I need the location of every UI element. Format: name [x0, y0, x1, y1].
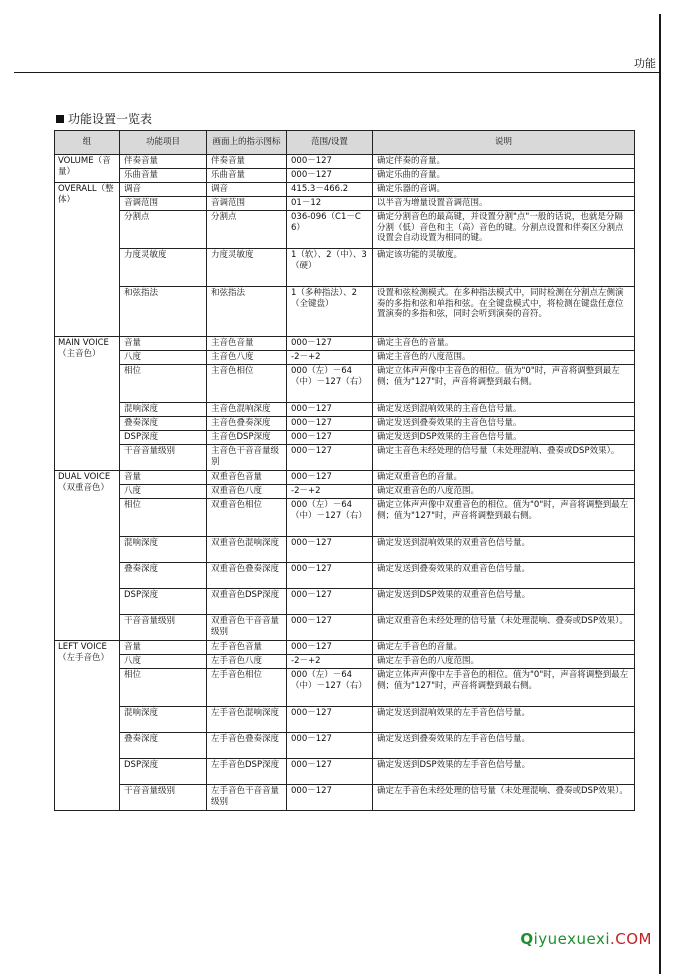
cell-description: 确定发送到混响效果的双重音色信号量。	[373, 537, 635, 563]
table-row	[55, 417, 635, 431]
cell-range: -2－+2	[287, 351, 373, 365]
table-row	[55, 351, 635, 365]
cell-item: 和弦指法	[120, 287, 207, 337]
cell-icon: 双重音色干音音量级别	[207, 615, 287, 641]
cell-description: 确定立体声声像中左手音色的相位。值为"0"时，声音将调整到最左侧；值为"127"时，声音将调整到最右侧。	[373, 669, 635, 707]
cell-icon: 双重音色叠奏深度	[207, 563, 287, 589]
cell-item: 叠奏深度	[120, 563, 207, 589]
cell-icon: 音调范围	[207, 197, 287, 211]
cell-icon: 主音色相位	[207, 365, 287, 403]
cell-item: 相位	[120, 365, 207, 403]
cell-description: 确定主音色未经处理的信号量（未处理混响、叠奏或DSP效果）。	[373, 445, 635, 471]
site-watermark	[520, 930, 652, 948]
cell-icon: 调音	[207, 183, 287, 197]
cell-item: 力度灵敏度	[120, 249, 207, 287]
cell-icon: 左手音色DSP深度	[207, 759, 287, 785]
cell-description: 确定立体声声像中主音色的相位。值为"0"时，声音将调整到最左侧；值为"127"时，声音将调整到最右侧。	[373, 365, 635, 403]
cell-range: 000－127	[287, 733, 373, 759]
cell-icon: 主音色叠奏深度	[207, 417, 287, 431]
cell-icon: 左手音色音量	[207, 641, 287, 655]
cell-item: 乐曲音量	[120, 169, 207, 183]
table-row	[55, 183, 635, 197]
cell-description: 确定乐器的音调。	[373, 183, 635, 197]
watermark-name: iyuexuexi	[533, 930, 610, 948]
cell-item: 伴奏音量	[120, 155, 207, 169]
cell-icon: 左手音色叠奏深度	[207, 733, 287, 759]
cell-range: 000－127	[287, 707, 373, 733]
table-row	[55, 785, 635, 811]
cell-range: 1（软）、2（中）、3（硬）	[287, 249, 373, 287]
table-row	[55, 655, 635, 669]
cell-icon: 双重音色八度	[207, 485, 287, 499]
cell-description: 确定发送到混响效果的主音色信号量。	[373, 403, 635, 417]
table-row	[55, 211, 635, 249]
cell-icon: 双重音色相位	[207, 499, 287, 537]
table-row	[55, 499, 635, 537]
table-row	[55, 403, 635, 417]
cell-range: 000－127	[287, 169, 373, 183]
cell-range: 000－127	[287, 537, 373, 563]
cell-item: 混响深度	[120, 537, 207, 563]
cell-description: 确定发送到叠奏效果的左手音色信号量。	[373, 733, 635, 759]
header-description: 说明	[373, 131, 635, 155]
cell-range: 000－127	[287, 641, 373, 655]
cell-icon: 主音色DSP深度	[207, 431, 287, 445]
cell-icon: 左手音色干音音量级别	[207, 785, 287, 811]
cell-item: 叠奏深度	[120, 417, 207, 431]
table-row	[55, 155, 635, 169]
cell-description: 确定立体声声像中双重音色的相位。值为"0"时，声音将调整到最左侧；值为"127"时，声音将调整到最右侧。	[373, 499, 635, 537]
cell-item: 干音音量级别	[120, 785, 207, 811]
watermark-domain: .COM	[610, 930, 652, 948]
header-rule	[14, 72, 659, 73]
cell-range: 000－127	[287, 589, 373, 615]
cell-description: 确定主音色的音量。	[373, 337, 635, 351]
table-row	[55, 669, 635, 707]
cell-item: 音量	[120, 471, 207, 485]
cell-group: DUAL VOICE（双重音色）	[55, 471, 120, 641]
cell-icon: 伴奏音量	[207, 155, 287, 169]
cell-range: 000（左）－64（中）－127（右）	[287, 669, 373, 707]
cell-item: 干音音量级别	[120, 615, 207, 641]
cell-description: 设置和弦检测模式。在多种指法模式中，同时检测在分割点左侧演奏的多指和弦和单指和弦。在全键盘模式中，将检测在键盘任意位置演奏的多指和弦，同时会听到演奏的音符。	[373, 287, 635, 337]
table-row	[55, 471, 635, 485]
cell-range: -2－+2	[287, 655, 373, 669]
cell-item: DSP深度	[120, 589, 207, 615]
cell-range: 000－127	[287, 563, 373, 589]
cell-icon: 分割点	[207, 211, 287, 249]
cell-icon: 主音色八度	[207, 351, 287, 365]
cell-item: 相位	[120, 669, 207, 707]
table-row	[55, 337, 635, 351]
watermark-q: Q	[520, 930, 534, 948]
table-row	[55, 445, 635, 471]
cell-range: -2－+2	[287, 485, 373, 499]
cell-description: 确定双重音色的八度范围。	[373, 485, 635, 499]
cell-item: DSP深度	[120, 431, 207, 445]
cell-range: 01－12	[287, 197, 373, 211]
cell-item: 调音	[120, 183, 207, 197]
cell-range: 036-096（C1－C6）	[287, 211, 373, 249]
cell-group: MAIN VOICE（主音色）	[55, 337, 120, 471]
table-row	[55, 169, 635, 183]
cell-item: 混响深度	[120, 707, 207, 733]
table-row	[55, 641, 635, 655]
cell-description: 确定伴奏的音量。	[373, 155, 635, 169]
cell-icon: 左手音色八度	[207, 655, 287, 669]
cell-icon: 左手音色相位	[207, 669, 287, 707]
cell-range: 000－127	[287, 431, 373, 445]
table-row	[55, 287, 635, 337]
cell-icon: 双重音色DSP深度	[207, 589, 287, 615]
cell-description: 确定该功能的灵敏度。	[373, 249, 635, 287]
cell-range: 000－127	[287, 417, 373, 431]
cell-description: 确定发送到叠奏效果的双重音色信号量。	[373, 563, 635, 589]
cell-range: 000－127	[287, 403, 373, 417]
cell-description: 确定双重音色未经处理的信号量（未处理混响、叠奏或DSP效果）。	[373, 615, 635, 641]
cell-range: 000－127	[287, 785, 373, 811]
cell-icon: 双重音色音量	[207, 471, 287, 485]
cell-description: 确定左手音色的八度范围。	[373, 655, 635, 669]
cell-item: 音调范围	[120, 197, 207, 211]
cell-description: 确定发送到混响效果的左手音色信号量。	[373, 707, 635, 733]
cell-description: 确定发送到DSP效果的左手音色信号量。	[373, 759, 635, 785]
cell-range: 1（多种指法）、2（全键盘）	[287, 287, 373, 337]
cell-icon: 双重音色混响深度	[207, 537, 287, 563]
table-header-row	[55, 131, 635, 155]
table-row	[55, 365, 635, 403]
cell-description: 确定左手音色未经处理的信号量（未处理混响、叠奏或DSP效果）。	[373, 785, 635, 811]
cell-icon: 左手音色混响深度	[207, 707, 287, 733]
cell-item: 相位	[120, 499, 207, 537]
cell-icon: 和弦指法	[207, 287, 287, 337]
cell-item: 分割点	[120, 211, 207, 249]
cell-range: 000（左）－64（中）－127（右）	[287, 365, 373, 403]
table-row	[55, 589, 635, 615]
table-row	[55, 733, 635, 759]
cell-description: 确定发送到DSP效果的主音色信号量。	[373, 431, 635, 445]
cell-group: LEFT VOICE（左手音色）	[55, 641, 120, 811]
table-row	[55, 431, 635, 445]
cell-icon: 力度灵敏度	[207, 249, 287, 287]
cell-group: OVERALL（整体）	[55, 183, 120, 337]
table-row	[55, 197, 635, 211]
cell-group: VOLUME（音量）	[55, 155, 120, 183]
table-row	[55, 249, 635, 287]
cell-icon: 主音色干音音量级别	[207, 445, 287, 471]
cell-item: 音量	[120, 641, 207, 655]
cell-description: 确定左手音色的音量。	[373, 641, 635, 655]
cell-item: 音量	[120, 337, 207, 351]
page-header-label: 功能	[634, 57, 656, 70]
cell-description: 确定发送到DSP效果的双重音色信号量。	[373, 589, 635, 615]
header-range: 范围/设置	[287, 131, 373, 155]
cell-icon: 主音色音量	[207, 337, 287, 351]
section-title	[56, 110, 152, 127]
cell-item: 八度	[120, 655, 207, 669]
right-margin-rule	[659, 14, 661, 974]
cell-item: 混响深度	[120, 403, 207, 417]
cell-item: 八度	[120, 351, 207, 365]
cell-range: 000－127	[287, 471, 373, 485]
header-group: 组	[55, 131, 120, 155]
cell-description: 确定发送到叠奏效果的主音色信号量。	[373, 417, 635, 431]
cell-item: 干音音量级别	[120, 445, 207, 471]
cell-description: 以半音为增量设置音调范围。	[373, 197, 635, 211]
table-row	[55, 615, 635, 641]
cell-range: 000－127	[287, 445, 373, 471]
cell-description: 确定双重音色的音量。	[373, 471, 635, 485]
bullet-square-icon	[56, 115, 64, 123]
cell-range: 000－127	[287, 615, 373, 641]
cell-icon: 主音色混响深度	[207, 403, 287, 417]
table-body	[55, 155, 635, 811]
table-row	[55, 563, 635, 589]
cell-range: 000－127	[287, 337, 373, 351]
section-title-text: 功能设置一览表	[68, 112, 153, 126]
table-row	[55, 759, 635, 785]
cell-item: DSP深度	[120, 759, 207, 785]
table-row	[55, 485, 635, 499]
cell-range: 000－127	[287, 155, 373, 169]
cell-description: 确定乐曲的音量。	[373, 169, 635, 183]
cell-icon: 乐曲音量	[207, 169, 287, 183]
cell-description: 确定分割音色的最高键，并设置分割"点"一般的话说，也就是分隔分割（低）音色和主（高）音色的键。分割点设置和伴奏区分割点设置会自动设置为相同的键。	[373, 211, 635, 249]
cell-description: 确定主音色的八度范围。	[373, 351, 635, 365]
function-settings-table	[54, 130, 635, 811]
cell-range: 000（左）－64（中）－127（右）	[287, 499, 373, 537]
cell-item: 八度	[120, 485, 207, 499]
header-item: 功能项目	[120, 131, 207, 155]
table-row	[55, 537, 635, 563]
header-icon: 画面上的指示图标	[207, 131, 287, 155]
cell-range: 000－127	[287, 759, 373, 785]
cell-item: 叠奏深度	[120, 733, 207, 759]
table-row	[55, 707, 635, 733]
cell-range: 415.3－466.2	[287, 183, 373, 197]
